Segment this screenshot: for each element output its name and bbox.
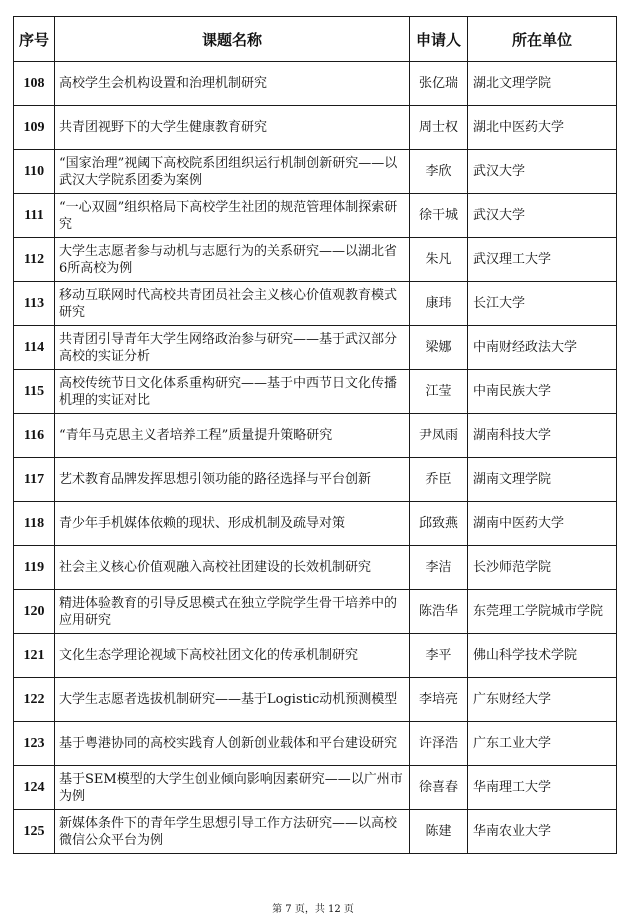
row-number: 116 bbox=[14, 414, 55, 458]
row-applicant: 李洁 bbox=[410, 546, 468, 590]
row-number: 125 bbox=[14, 810, 55, 854]
table-row bbox=[14, 106, 617, 150]
row-applicant: 陈建 bbox=[410, 810, 468, 854]
table-row bbox=[14, 810, 617, 854]
row-number: 122 bbox=[14, 678, 55, 722]
row-number: 117 bbox=[14, 458, 55, 502]
table-row bbox=[14, 546, 617, 590]
row-applicant: 江莹 bbox=[410, 370, 468, 414]
row-unit: 佛山科学技术学院 bbox=[468, 634, 617, 678]
row-applicant: 邱致燕 bbox=[410, 502, 468, 546]
row-applicant: 李平 bbox=[410, 634, 468, 678]
header-number: 序号 bbox=[14, 17, 55, 62]
row-title: 高校学生会机构设置和治理机制研究 bbox=[55, 62, 410, 106]
row-applicant: 陈浩华 bbox=[410, 590, 468, 634]
table-row bbox=[14, 194, 617, 238]
row-unit: 武汉大学 bbox=[468, 150, 617, 194]
row-title: 移动互联网时代高校共青团员社会主义核心价值观教育模式研究 bbox=[55, 282, 410, 326]
table-row bbox=[14, 150, 617, 194]
row-title: 基于SEM模型的大学生创业倾向影响因素研究——以广州市为例 bbox=[55, 766, 410, 810]
row-applicant: 徐喜春 bbox=[410, 766, 468, 810]
table-row bbox=[14, 238, 617, 282]
row-number: 123 bbox=[14, 722, 55, 766]
row-title: 共青团视野下的大学生健康教育研究 bbox=[55, 106, 410, 150]
table-row bbox=[14, 62, 617, 106]
row-unit: 湖南科技大学 bbox=[468, 414, 617, 458]
table-row bbox=[14, 766, 617, 810]
row-title: 基于粤港协同的高校实践育人创新创业载体和平台建设研究 bbox=[55, 722, 410, 766]
row-title: 社会主义核心价值观融入高校社团建设的长效机制研究 bbox=[55, 546, 410, 590]
row-unit: 湖北中医药大学 bbox=[468, 106, 617, 150]
header-applicant: 申请人 bbox=[410, 17, 468, 62]
row-applicant: 康玮 bbox=[410, 282, 468, 326]
row-number: 112 bbox=[14, 238, 55, 282]
row-unit: 华南农业大学 bbox=[468, 810, 617, 854]
row-title: 大学生志愿者选拔机制研究——基于Logistic动机预测模型 bbox=[55, 678, 410, 722]
row-number: 121 bbox=[14, 634, 55, 678]
row-unit: 长江大学 bbox=[468, 282, 617, 326]
row-number: 119 bbox=[14, 546, 55, 590]
table-row bbox=[14, 634, 617, 678]
row-title: 艺术教育品牌发挥思想引领功能的路径选择与平台创新 bbox=[55, 458, 410, 502]
row-applicant: 周士权 bbox=[410, 106, 468, 150]
row-unit: 中南民族大学 bbox=[468, 370, 617, 414]
row-title: “一心双圆”组织格局下高校学生社团的规范管理体制探索研究 bbox=[55, 194, 410, 238]
row-applicant: 乔臣 bbox=[410, 458, 468, 502]
row-number: 114 bbox=[14, 326, 55, 370]
row-title: 精进体验教育的引导反思模式在独立学院学生骨干培养中的应用研究 bbox=[55, 590, 410, 634]
table-row bbox=[14, 502, 617, 546]
row-applicant: 朱凡 bbox=[410, 238, 468, 282]
row-title: 大学生志愿者参与动机与志愿行为的关系研究——以湖北省6所高校为例 bbox=[55, 238, 410, 282]
table-row bbox=[14, 722, 617, 766]
row-number: 111 bbox=[14, 194, 55, 238]
header-title: 课题名称 bbox=[55, 17, 410, 62]
row-unit: 广东工业大学 bbox=[468, 722, 617, 766]
row-applicant: 尹凤雨 bbox=[410, 414, 468, 458]
row-number: 115 bbox=[14, 370, 55, 414]
table-row bbox=[14, 458, 617, 502]
row-number: 109 bbox=[14, 106, 55, 150]
row-unit: 武汉理工大学 bbox=[468, 238, 617, 282]
row-number: 118 bbox=[14, 502, 55, 546]
row-title: 高校传统节日文化体系重构研究——基于中西节日文化传播机理的实证对比 bbox=[55, 370, 410, 414]
row-applicant: 李培亮 bbox=[410, 678, 468, 722]
row-applicant: 徐干城 bbox=[410, 194, 468, 238]
row-title: 青少年手机媒体依赖的现状、形成机制及疏导对策 bbox=[55, 502, 410, 546]
row-title: 新媒体条件下的青年学生思想引导工作方法研究——以高校微信公众平台为例 bbox=[55, 810, 410, 854]
row-number: 113 bbox=[14, 282, 55, 326]
table-row bbox=[14, 370, 617, 414]
row-applicant: 张亿瑞 bbox=[410, 62, 468, 106]
row-unit: 东莞理工学院城市学院 bbox=[468, 590, 617, 634]
row-unit: 长沙师范学院 bbox=[468, 546, 617, 590]
row-number: 124 bbox=[14, 766, 55, 810]
page-footer: 第 7 页，共 12 页 bbox=[272, 904, 354, 915]
row-unit: 武汉大学 bbox=[468, 194, 617, 238]
table-row bbox=[14, 414, 617, 458]
row-unit: 广东财经大学 bbox=[468, 678, 617, 722]
table-row bbox=[14, 590, 617, 634]
row-applicant: 梁娜 bbox=[410, 326, 468, 370]
row-unit: 华南理工大学 bbox=[468, 766, 617, 810]
row-title: “国家治理”视阈下高校院系团组织运行机制创新研究——以武汉大学院系团委为案例 bbox=[55, 150, 410, 194]
row-number: 110 bbox=[14, 150, 55, 194]
row-title: 文化生态学理论视域下高校社团文化的传承机制研究 bbox=[55, 634, 410, 678]
row-applicant: 许泽浩 bbox=[410, 722, 468, 766]
row-title: 共青团引导青年大学生网络政治参与研究——基于武汉部分高校的实证分析 bbox=[55, 326, 410, 370]
project-table bbox=[13, 16, 617, 854]
header-unit: 所在单位 bbox=[468, 17, 617, 62]
table-row bbox=[14, 678, 617, 722]
row-number: 120 bbox=[14, 590, 55, 634]
row-unit: 湖南中医药大学 bbox=[468, 502, 617, 546]
table-header-row bbox=[14, 17, 617, 62]
table-row bbox=[14, 326, 617, 370]
table-body bbox=[14, 62, 617, 854]
row-unit: 湖北文理学院 bbox=[468, 62, 617, 106]
row-title: “青年马克思主义者培养工程”质量提升策略研究 bbox=[55, 414, 410, 458]
row-applicant: 李欣 bbox=[410, 150, 468, 194]
row-unit: 湖南文理学院 bbox=[468, 458, 617, 502]
table-row bbox=[14, 282, 617, 326]
row-unit: 中南财经政法大学 bbox=[468, 326, 617, 370]
row-number: 108 bbox=[14, 62, 55, 106]
